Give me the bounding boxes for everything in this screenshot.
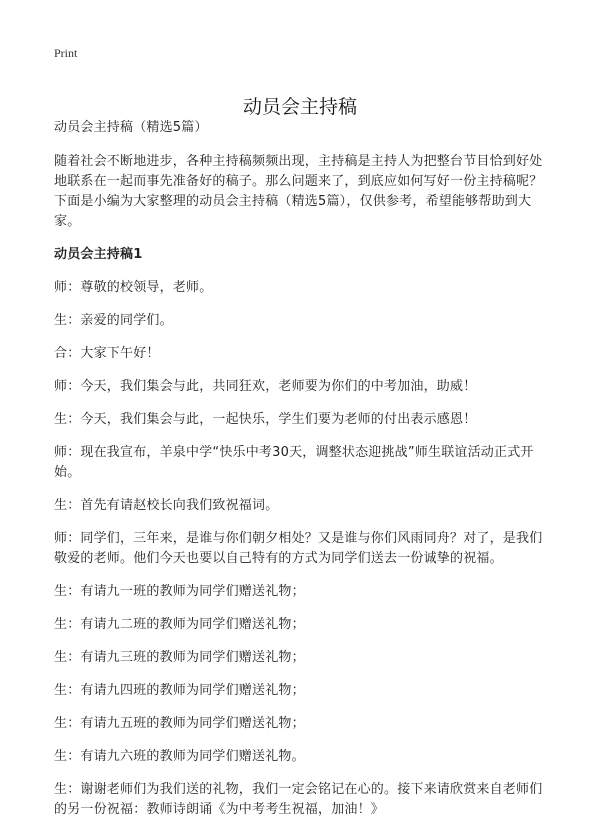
document-subtitle: 动员会主持稿（精选5篇）	[54, 120, 208, 135]
script-line: 合：大家下午好！	[54, 346, 160, 361]
section-heading: 动员会主持稿1	[54, 247, 143, 262]
script-line: 师：现在我宣布，羊泉中学“快乐中考30天，调整状态迎挑战”师生联谊活动正式开始。	[54, 445, 534, 480]
script-line: 师：尊敬的校领导，老师。	[54, 280, 213, 295]
script-line: 生：亲爱的同学们。	[54, 313, 173, 328]
script-line: 生：今天，我们集会与此，一起快乐，学生们要为老师的付出表示感恩！	[54, 412, 477, 427]
document-body	[54, 118, 554, 833]
script-line: 生：有请九一班的教师为同学们赠送礼物；	[54, 584, 305, 599]
print-link[interactable]: Print	[54, 46, 78, 60]
script-line: 生：有请九五班的教师为同学们赠送礼物；	[54, 716, 305, 731]
script-line: 生：有请九三班的教师为同学们赠送礼物；	[54, 650, 305, 665]
script-line: 师：今天，我们集会与此，共同狂欢，老师要为你们的中考加油，助威！	[54, 379, 477, 394]
intro-paragraph: 随着社会不断地进步，各种主持稿频频出现，主持稿是主持人为把整台节目恰到好处地联系在一起而事先准备好的稿子。那么问题来了，到底应如何写好一份主持稿呢？下面是小编为大家整理的动员会主持稿（精选5篇），仅供参考，希望能够帮助到大家。	[54, 154, 543, 229]
script-line: 生：有请九四班的教师为同学们赠送礼物；	[54, 683, 305, 698]
script-line: 生：有请九六班的教师为同学们赠送礼物。	[54, 749, 305, 764]
script-line: 生：谢谢老师们为我们送的礼物，我们一定会铭记在心的。接下来请欣赏来自老师们的另一份祝福：教师诗朗诵《为中考考生祝福，加油！》	[54, 782, 543, 817]
script-line: 师：同学们，三年来，是谁与你们朝夕相处？又是谁与你们风雨同舟？对了，是我们敬爱的老师。他们今天也要以自己特有的方式为同学们送去一份诚挚的祝福。	[54, 531, 543, 566]
script-line: 生：有请九二班的教师为同学们赠送礼物；	[54, 617, 305, 632]
script-line: 生：首先有请赵校长向我们致祝福词。	[54, 498, 279, 513]
page-title: 动员会主持稿	[242, 95, 357, 118]
